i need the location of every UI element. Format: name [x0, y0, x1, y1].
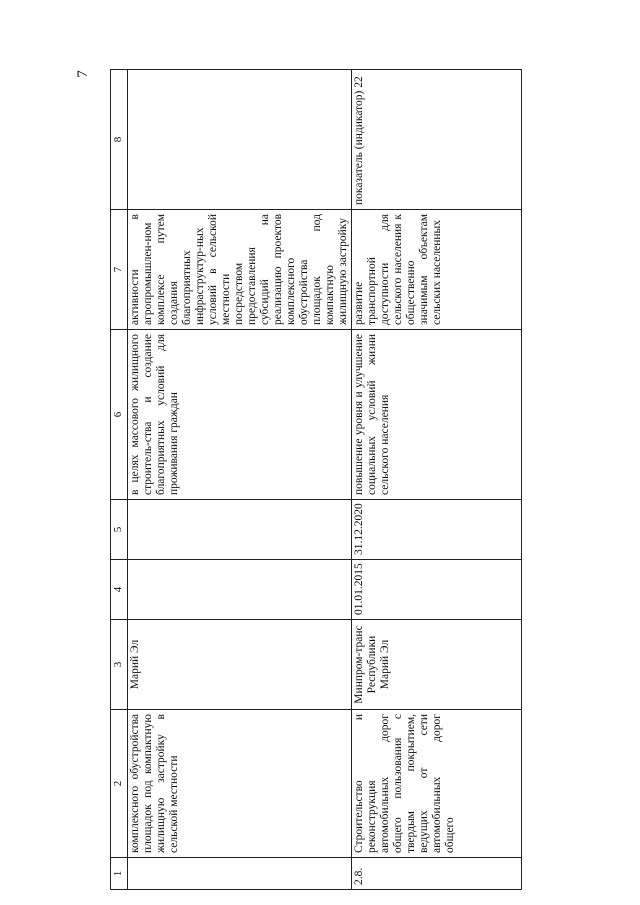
rotated-table-container [110, 70, 500, 890]
header-row [111, 70, 128, 890]
table-row [128, 70, 352, 890]
row-number: 2.8. [352, 858, 522, 890]
measure-name: Строительство и реконструкция автомобильных дорог общего пользования с твердым покрытием, ведущих от сети автомобильных дорог общего [352, 710, 522, 858]
table-row [352, 70, 522, 890]
header-col-7: 7 [111, 210, 128, 330]
header-col-1: 1 [111, 858, 128, 890]
program-table [110, 69, 522, 890]
end-date [128, 500, 352, 560]
executor: Марий Эл [128, 620, 352, 710]
header-col-8: 8 [111, 70, 128, 210]
program-link: развитие транспортной доступности для сельского населения к общественно значимым объектам сельских населенных [352, 210, 522, 330]
expected-result: в целях массового жилищного строитель-ства и создание благоприятных условий для проживания граждан [128, 330, 352, 500]
header-col-4: 4 [111, 560, 128, 620]
measure-name: комплексного обустройства площадок под компактную жилищную застройку в сельской местности [128, 710, 352, 858]
executor: Минпром-транс Республики Марий Эл [352, 620, 522, 710]
header-col-2: 2 [111, 710, 128, 858]
indicator-link: показатель (индикатор) 22 [352, 70, 522, 210]
row-number [128, 858, 352, 890]
start-date [128, 560, 352, 620]
expected-result: повышение уровня и улучшение социальных условий жизни сельского населения [352, 330, 522, 500]
header-col-5: 5 [111, 500, 128, 560]
page-number: 7 [75, 70, 91, 78]
indicator-link [128, 70, 352, 210]
start-date: 01.01.2015 [352, 560, 522, 620]
end-date: 31.12.2020 [352, 500, 522, 560]
header-col-3: 3 [111, 620, 128, 710]
program-link: активности в агропромышлен-ном комплексе путем создания благоприятных инфраструктур-ных условий в сельской местности посредством предоставления субсидий на реализацию проектов комплексного обустройства площадок под компактную жилищную застройку [128, 210, 352, 330]
header-col-6: 6 [111, 330, 128, 500]
